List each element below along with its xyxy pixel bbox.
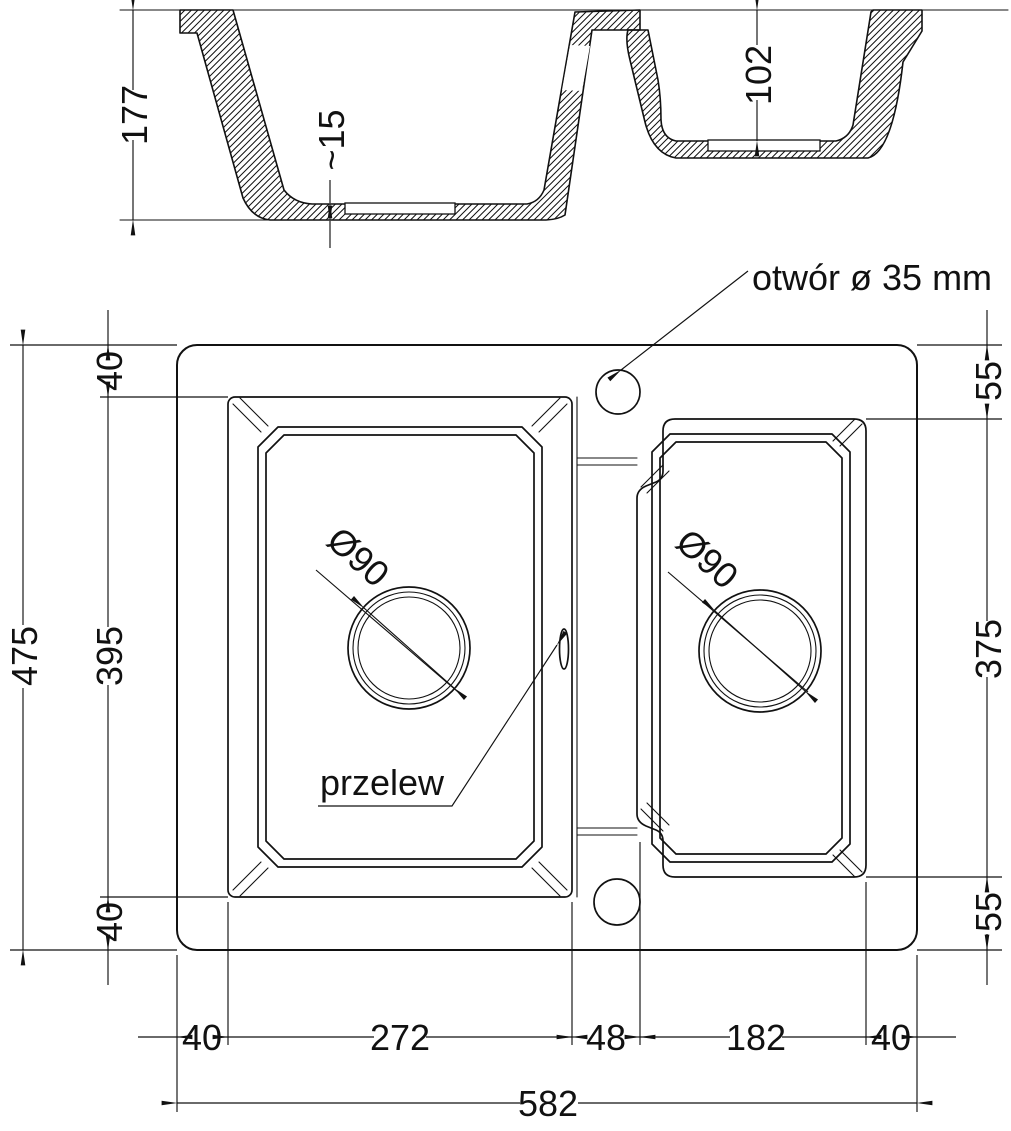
small-drain [668, 521, 821, 712]
dim-label-272: 272 [369, 1017, 431, 1058]
divider-bottom-deck-lines [577, 828, 637, 835]
small-bowl-inner-edge [660, 442, 842, 854]
dim-label-bottom-40: 40 [89, 901, 130, 943]
main-bowl-corner-chamfer-tl [233, 398, 268, 432]
dim-label-182: 182 [725, 1017, 787, 1058]
small-bowl-step-chamfer-top [641, 465, 669, 493]
faucet-hole-leader-line [621, 271, 748, 370]
small-bowl-corner-chamfer-br [833, 850, 862, 877]
bottom-hole [594, 879, 640, 925]
main-bowl-corner-chamfer-bl [233, 862, 268, 896]
main-bowl-corner-chamfer-br [532, 862, 567, 896]
dim-label-375: 375 [968, 618, 1009, 680]
small-bowl-corner-chamfer-tr [833, 419, 862, 446]
dim-label-582: 582 [517, 1083, 579, 1124]
divider-top-deck-lines [577, 458, 637, 465]
section-small-strainer-plate [708, 140, 820, 151]
section-overflow-gap [562, 45, 590, 91]
dim-label-48: 48 [585, 1017, 627, 1058]
small-bowl-step-chamfer-bottom [641, 803, 669, 831]
dim-label-177: 177 [114, 84, 155, 146]
extension-lines [10, 345, 1002, 1112]
small-bowl-outer-rim [637, 419, 866, 877]
main-drain-label: Ø90 [319, 518, 398, 595]
main-bowl-corner-chamfer-tr [532, 398, 567, 432]
cross-section-view [114, 10, 1008, 248]
dim-label-bottom-55: 55 [968, 891, 1009, 933]
section-main-strainer-plate [345, 203, 455, 214]
dim-label-102: 102 [738, 44, 779, 106]
dim-label-chain-40-left: 40 [181, 1017, 223, 1058]
dim-label-395: 395 [89, 625, 130, 687]
main-bowl-outer-rim [228, 397, 572, 897]
dim-label-top-40: 40 [89, 350, 130, 392]
small-drain-label: Ø90 [668, 520, 747, 597]
overflow-label: przelew [320, 762, 445, 803]
faucet-hole [596, 370, 640, 414]
faucet-hole-label: otwór ø 35 mm [752, 257, 993, 298]
dimension-annotations [4, 310, 1009, 1124]
dim-label-15: ~15 [311, 109, 352, 171]
main-drain [316, 519, 470, 709]
section-main-bowl-material [180, 10, 640, 220]
overflow-slot [560, 629, 569, 669]
dim-label-chain-40-right: 40 [870, 1017, 912, 1058]
dim-label-475: 475 [4, 625, 45, 687]
plan-view [177, 257, 992, 950]
main-drain-diameter-line [316, 570, 458, 692]
dim-label-top-55: 55 [968, 360, 1009, 402]
